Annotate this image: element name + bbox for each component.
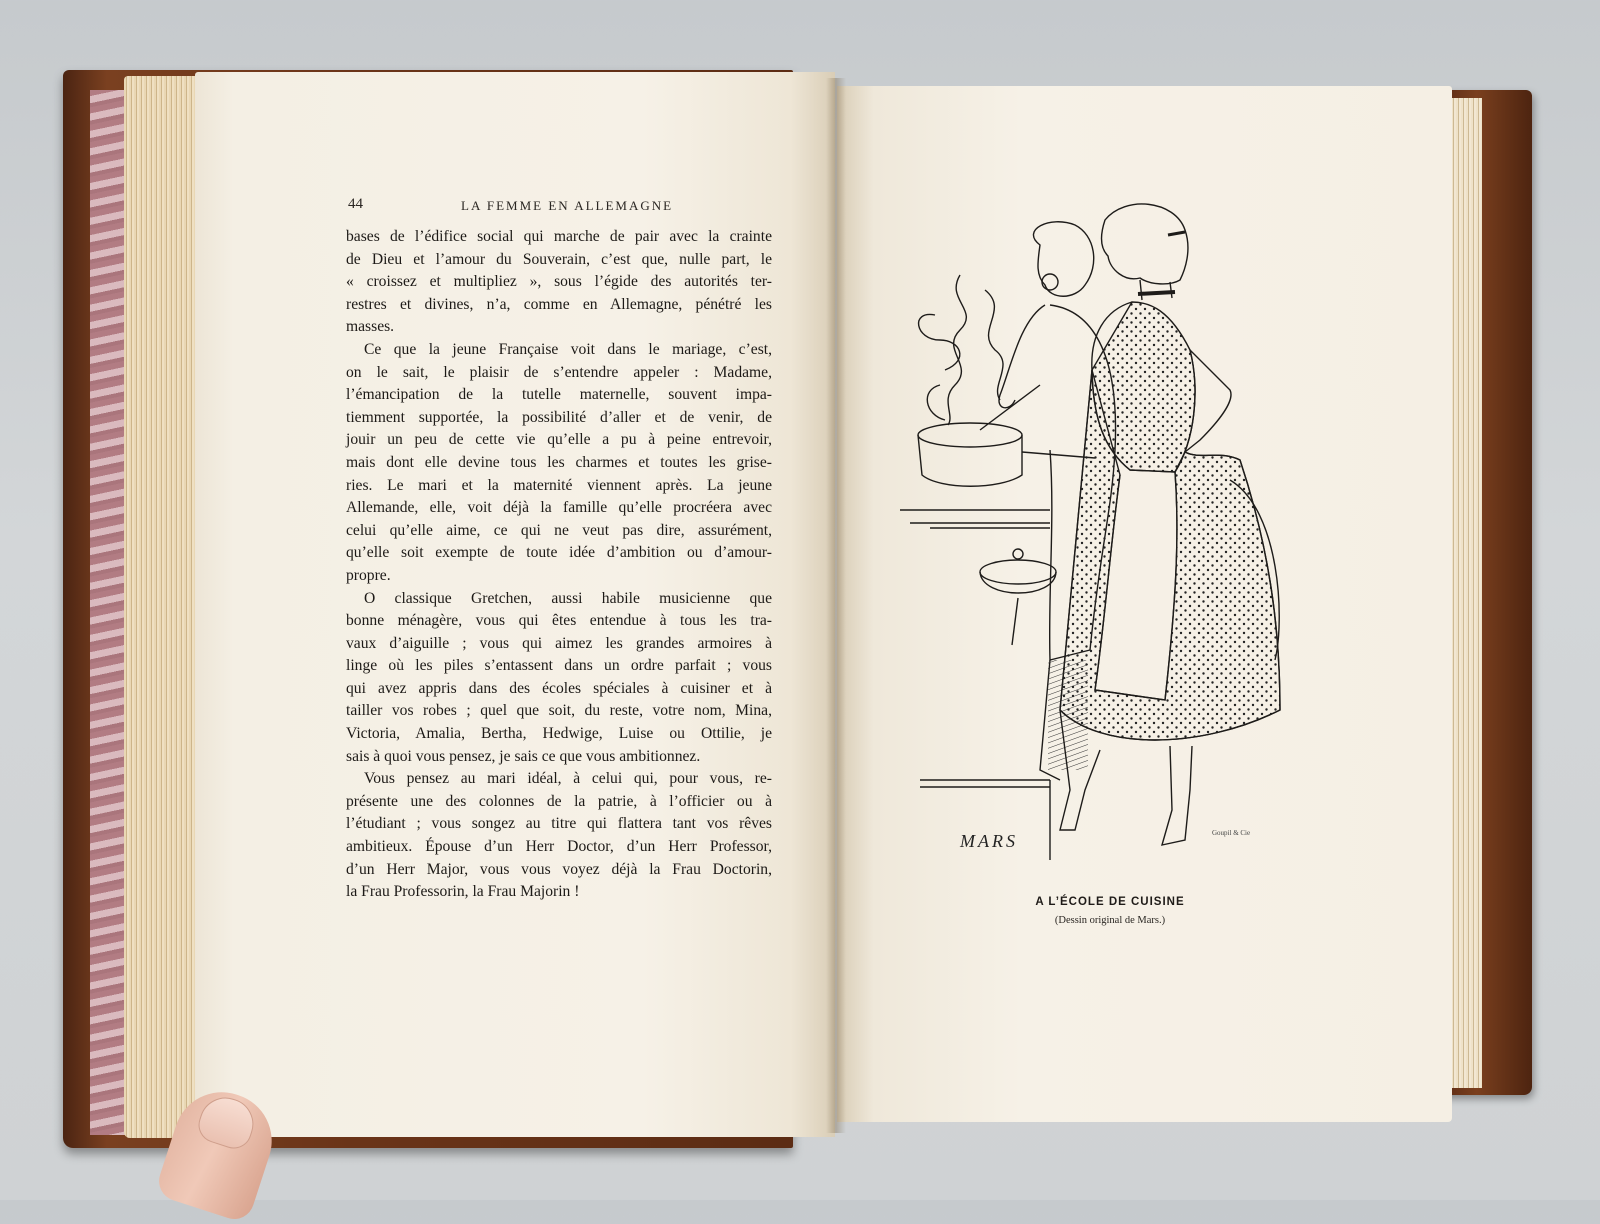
- text-line: celui qu’elle aime, ce qui ne veut pas dire, assurément,: [346, 521, 772, 539]
- text-line: bases de l’édifice social qui marche de pair avec la crainte: [346, 228, 772, 245]
- text-line: tailler vos robes ; quel que soit, du reste, votre nom, Mina,: [346, 702, 772, 720]
- text-line: O classique Gretchen, aussi habile musicienne que: [364, 589, 772, 607]
- text-line: Victoria, Amalia, Bertha, Hedwige, Luise ou Ottilie, je: [346, 725, 772, 743]
- text-line: bonne ménagère, vous qui êtes entendue à tous les tra-: [346, 612, 772, 630]
- text-line: d’un Herr Major, vous vous voyez déjà la Frau Doctorin,: [346, 860, 772, 878]
- text-line: masses.: [346, 318, 395, 336]
- text-line: Vous pensez au mari idéal, à celui qui, pour vous, re-: [364, 770, 772, 788]
- text-line: de Dieu et l’amour du Souverain, c’est que, nulle part, le: [346, 250, 772, 268]
- text-line: jouir un peu de cette vie qu’elle a pu à peine entrevoir,: [346, 431, 772, 449]
- illustration-credit: (Dessin original de Mars.): [1054, 915, 1166, 926]
- text-line: tiemment supportée, la possibilité d’aller et de venir, de: [346, 408, 772, 426]
- text-line: mais dont elle devine tous les charmes et toutes les grise-: [346, 453, 772, 471]
- text-line: la Frau Professorin, la Frau Majorin !: [346, 883, 580, 901]
- text-line: présente une des colonnes de la patrie, à l’officier ou à: [346, 792, 772, 810]
- text-line: on le sait, le plaisir de s’entendre appeler : Madame,: [346, 363, 772, 381]
- text-line: qu’elle soit exempte de toute idée d’ambition ou d’amour-: [346, 544, 772, 562]
- illustration-caption: A L’ÉCOLE DE CUISINE: [1035, 896, 1185, 908]
- text-line: Allemande, elle, voit déjà la famille qu’elle procréera avec: [346, 499, 772, 517]
- text-line: l’émancipation de la tutelle maternelle, souvent impa-: [346, 386, 772, 404]
- text-line: Ce que la jeune Française voit dans le mariage, c’est,: [364, 340, 772, 358]
- cooking-illustration: [900, 190, 1320, 890]
- text-line: « croissez et multipliez », sous l’égide des autorités ter-: [346, 273, 772, 291]
- text-line: ambitieux. Épouse d’un Herr Doctor, d’un Herr Professor,: [346, 838, 772, 856]
- text-line: restres et divines, n’a, comme en Allemagne, pénétré les: [346, 295, 772, 313]
- book-gutter: [826, 78, 846, 1133]
- text-line: linge où les piles s’entassent dans un ordre parfait ; vous: [346, 657, 772, 675]
- text-line: qui avez appris dans des écoles spéciales à cuisiner et à: [346, 679, 772, 697]
- text-line: sais à quoi vous pensez, je sais ce que vous ambitionnez.: [346, 747, 701, 765]
- running-head: LA FEMME EN ALLEMAGNE: [461, 198, 674, 213]
- body-text: [346, 226, 772, 904]
- text-line: propre.: [346, 566, 391, 584]
- text-line: ries. Le mari et la maternité viennent après. La jeune: [346, 476, 772, 494]
- left-page-stack: [124, 76, 202, 1138]
- engraver-credit: Goupil & Cie: [1212, 829, 1251, 837]
- artist-signature: MARS: [960, 831, 1018, 851]
- page-number: 44: [348, 196, 363, 212]
- text-line: vaux d’aiguille ; vous qui aimez les grandes armoires à: [346, 634, 772, 652]
- text-line: l’étudiant ; vous songez au titre qui flattera tant vos rêves: [346, 815, 772, 833]
